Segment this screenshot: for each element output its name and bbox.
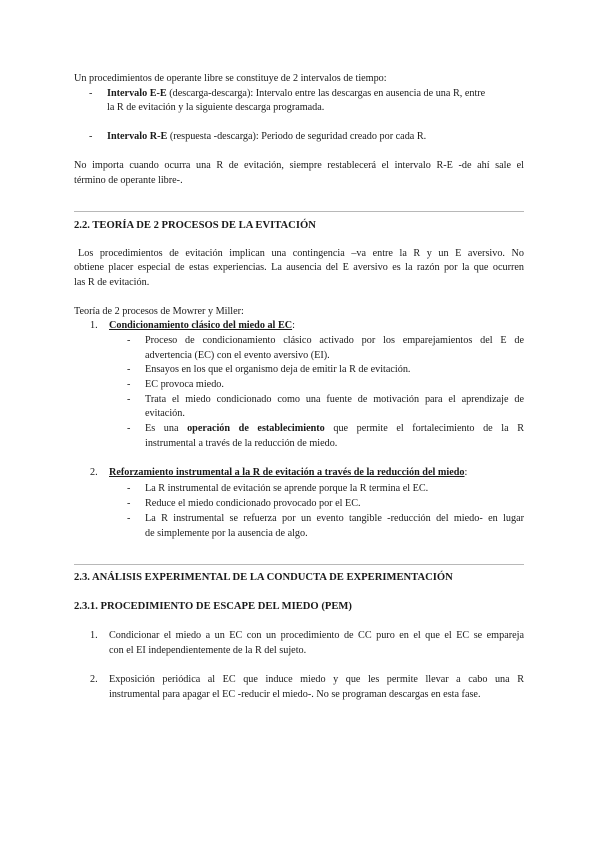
bullet-dash: - xyxy=(89,131,93,142)
sub-item-2c-line2: de simplemente por la ausencia de algo. xyxy=(145,528,308,539)
pem-step-2-line2: instrumental para apagar el EC -reducir el miedo-. No se programan descargas en esta fase. xyxy=(109,689,481,700)
item-1-colon: : xyxy=(292,320,295,331)
item-1-heading xyxy=(109,319,295,334)
sub-item-1e-bold: operación de establecimiento xyxy=(187,423,325,434)
term-r-e: Intervalo R-E xyxy=(107,131,168,142)
item-2-heading xyxy=(109,466,467,481)
sub-item-2b: Reduce el miedo condicionado provocado por el EC. xyxy=(145,498,361,509)
sub-item-1e-pre: Es una xyxy=(145,423,188,434)
section-2-2-para-line2: obtiene placer especial de estas experiencias. La ausencia del E aversivo es la razón por la que ocurren xyxy=(74,262,524,273)
item-number: 1. xyxy=(90,320,98,331)
term-e-e: Intervalo E-E xyxy=(107,88,167,99)
sub-item-1e-line1 xyxy=(145,422,524,437)
intro-text: Un procedimientos de operante libre se constituye de 2 intervalos de tiempo: xyxy=(74,73,387,84)
sub-item-1a-line1: Proceso de condicionamiento clásico activado por los emparejamientos del E de xyxy=(145,335,524,346)
sub-item-1e-line2: instrumental a través de la reducción de miedo. xyxy=(145,438,338,449)
sub-item-1c: EC provoca miedo. xyxy=(145,379,224,390)
bullet-e-e-line2: la R de evitación y la siguiente descarga programada. xyxy=(107,102,325,113)
section-divider xyxy=(74,564,524,565)
section-2-2-title: 2.2. TEORÍA DE 2 PROCESOS DE LA EVITACIÓN xyxy=(74,220,316,231)
sub-item-2c-line1: La R instrumental se refuerza por un evento tangible -reducción del miedo- en lugar xyxy=(145,513,524,524)
sub-dash: - xyxy=(127,498,131,509)
section-2-2-para-line3: las R de evitación. xyxy=(74,277,150,288)
section-divider xyxy=(74,211,524,212)
sub-item-1d-line2: evitación. xyxy=(145,408,185,419)
section-2-2-para-line1: Los procedimientos de evitación implican una contingencia –va entre la R y un E aversivo. No xyxy=(78,248,524,259)
bullet-r-e-rest: (respuesta -descarga): Periodo de seguridad creado por cada R. xyxy=(167,131,427,142)
theory-heading: Teoría de 2 procesos de Mowrer y Miller: xyxy=(74,306,244,317)
item-1-title: Condicionamiento clásico del miedo al EC xyxy=(109,320,293,331)
para-operante-line1: No importa cuando ocurra una R de evitación, siempre restablecerá el intervalo R-E -de ahí sale el xyxy=(74,160,524,171)
item-2-colon: : xyxy=(464,467,468,478)
sub-dash: - xyxy=(127,483,131,494)
section-2-3-1-title: 2.3.1. PROCEDIMIENTO DE ESCAPE DEL MIEDO (PEM) xyxy=(74,601,352,612)
sub-dash: - xyxy=(127,423,131,434)
pem-step-2-line1: Exposición periódica al EC que induce miedo y que les permite llevar a cabo una R xyxy=(109,674,524,685)
bullet-r-e xyxy=(107,130,426,145)
sub-dash: - xyxy=(127,364,131,375)
sub-item-1a-line2: advertencia (EC) con el evento aversivo (EI). xyxy=(145,350,330,361)
sub-item-1e-post: que permite el fortalecimiento de la R xyxy=(324,423,525,434)
sub-dash: - xyxy=(127,513,131,524)
sub-item-1b: Ensayos en los que el organismo deja de emitir la R de evitación. xyxy=(145,364,411,375)
sub-dash: - xyxy=(127,394,131,405)
sub-item-2a: La R instrumental de evitación se aprende porque la R termina el EC. xyxy=(145,483,429,494)
bullet-e-e-rest: (descarga-descarga): Intervalo entre las descargas en ausencia de una R, entre xyxy=(166,88,486,99)
item-2-title: Reforzamiento instrumental a la R de evitación a través de la reducción del miedo xyxy=(109,467,465,478)
item-number: 2. xyxy=(90,467,98,478)
sub-dash: - xyxy=(127,379,131,390)
bullet-e-e xyxy=(107,87,485,102)
item-number: 2. xyxy=(90,674,98,685)
section-2-3-title: 2.3. ANÁLISIS EXPERIMENTAL DE LA CONDUCTA DE EXPERIMENTACIÓN xyxy=(74,572,453,583)
pem-step-1-line1: Condicionar el miedo a un EC con un procedimiento de CC puro en el que el EC se empareja xyxy=(109,630,524,641)
bullet-dash: - xyxy=(89,88,93,99)
para-operante-line2: término de operante libre-. xyxy=(74,175,183,186)
pem-step-1-line2: con el EI independientemente de la R del sujeto. xyxy=(109,645,307,656)
item-number: 1. xyxy=(90,630,98,641)
sub-item-1d-line1: Trata el miedo condicionado como una fuente de motivación para el aprendizaje de xyxy=(145,394,524,405)
sub-dash: - xyxy=(127,335,131,346)
